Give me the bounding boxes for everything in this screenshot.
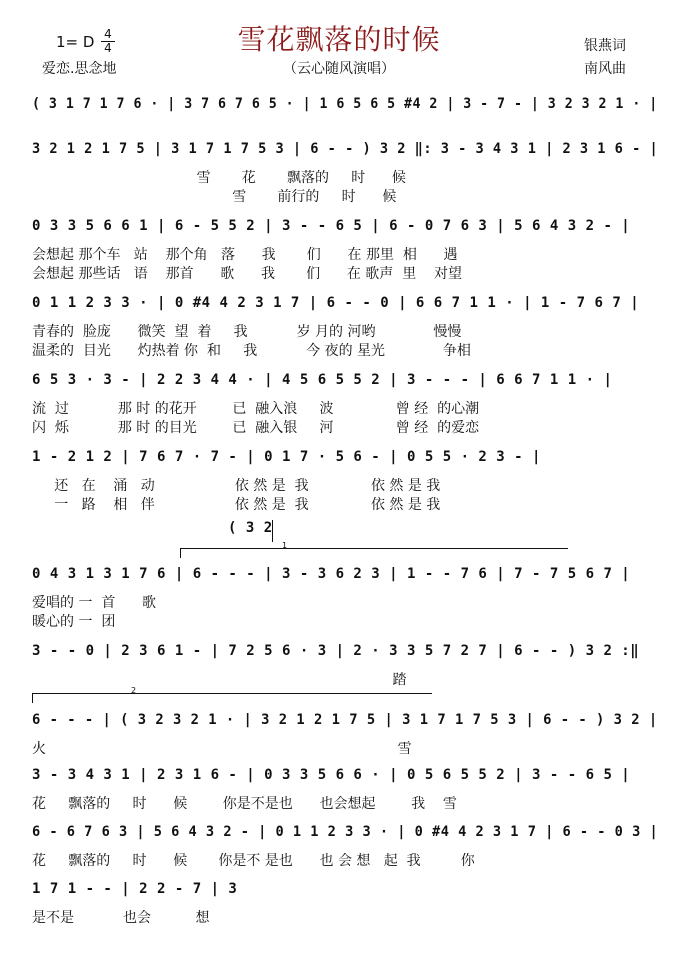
lyrics-line-3-verse-1: 会想起 那个车 站 那个角 落 我 们 在 那里 相 遇 [32, 247, 458, 263]
volta-1-bracket [180, 548, 568, 549]
lyrics-line-8-verse-1: 踏 [32, 672, 407, 688]
key-signature: 1= D [56, 33, 95, 51]
time-signature-top: 4 [104, 27, 112, 41]
notation-line-10: 3 - 3 4 3 1 | 2 3 1 6 - | 0 3 3 5 6 6 · | 0 5 6 5 5 2 | 3 - - 6 5 | [32, 767, 631, 783]
volta-1-hook [180, 548, 181, 558]
volta-2-number: 2 [131, 686, 137, 695]
lyrics-line-6-verse-1: 还 在 涌 动 依 然 是 我 依 然 是 我 [32, 478, 441, 494]
volta-1-end-bar [272, 520, 273, 542]
notation-line-1: ( 3 1 7 1 7 6 · | 3 7 6 7 6 5 · | 1 6 5 6 5 #4 2 | 3 - 7 - | 3 2 3 2 1 · | [32, 96, 658, 112]
volta-1-number: 1 [282, 541, 288, 550]
lyrics-line-6-verse-2: 一 路 相 伴 依 然 是 我 依 然 是 我 [32, 497, 441, 513]
lyrics-line-9-verse-1: 火 雪 [32, 741, 412, 757]
volta-2-bracket [32, 693, 432, 694]
lyrics-line-7-verse-1: 爱唱的 一 首 歌 [32, 595, 157, 611]
performer-subtitle: （云心随风演唱） [283, 61, 395, 77]
time-signature-bottom: 4 [104, 41, 112, 55]
notation-line-12: 1 7 1 - - | 2 2 - 7 | 3 [32, 881, 238, 897]
notation-line-11: 6 - 6 7 6 3 | 5 6 4 3 2 - | 0 1 1 2 3 3 · | 0 #4 4 2 3 1 7 | 6 - - 0 3 | [32, 824, 659, 840]
composer-credit: 南风曲 [584, 61, 626, 77]
notation-line-3: 0 3 3 5 6 6 1 | 6 - 5 5 2 | 3 - - 6 5 | 6 - 0 7 6 3 | 5 6 4 3 2 - | [32, 218, 631, 234]
lyrics-line-5-verse-2: 闪 烁 那 时 的目光 已 融入银 河 曾 经 的爱恋 [32, 420, 480, 436]
notation-line-2: 3 2 1 2 1 7 5 | 3 1 7 1 7 5 3 | 6 - - ) 3 2 ‖: 3 - 3 4 3 1 | 2 3 1 6 - | [32, 141, 659, 157]
notation-line-9: 6 - - - | ( 3 2 3 2 1 · | 3 2 1 2 1 7 5 | 3 1 7 1 7 5 3 | 6 - - ) 3 2 | [32, 712, 658, 728]
notation-line-6: 1 - 2 1 2 | 7 6 7 · 7 - | 0 1 7 · 5 6 - | 0 5 5 · 2 3 - | [32, 449, 541, 465]
lyrics-line-4-verse-2: 温柔的 目光 灼热着 你 和 我 今 夜的 星光 争相 [32, 343, 471, 359]
lyrics-line-3-verse-2: 会想起 那些话 语 那首 歌 我 们 在 歌声 里 对望 [32, 266, 463, 282]
lyricist-credit: 银燕词 [584, 38, 626, 54]
lyrics-line-12-verse-1: 是不是 也会 想 [32, 910, 210, 926]
lyrics-line-5-verse-1: 流 过 那 时 的花开 已 融入浪 波 曾 经 的心潮 [32, 401, 480, 417]
volta-1-pickup: ( 3 2 [228, 520, 273, 536]
lyrics-line-7-verse-2: 暖心的 一 团 [32, 614, 116, 630]
notation-line-8: 3 - - 0 | 2 3 6 1 - | 7 2 5 6 · 3 | 2 · 3 3 5 7 2 7 | 6 - - ) 3 2 :‖ [32, 643, 640, 659]
lyrics-line-2-verse-1: 雪 花 飘落的 时 候 [32, 170, 406, 186]
volta-2-hook [32, 693, 33, 703]
lyrics-line-2-verse-2: 雪 前行的 时 候 [32, 189, 397, 205]
notation-line-4: 0 1 1 2 3 3 · | 0 #4 4 2 3 1 7 | 6 - - 0 | 6 6 7 1 1 · | 1 - 7 6 7 | [32, 295, 640, 311]
notation-line-5: 6 5 3 · 3 - | 2 2 3 4 4 · | 4 5 6 5 5 2 | 3 - - - | 6 6 7 1 1 · | [32, 372, 613, 388]
notation-line-7: 0 4 3 1 3 1 7 6 | 6 - - - | 3 - 3 6 2 3 | 1 - - 7 6 | 7 - 7 5 6 7 | [32, 566, 631, 582]
lyrics-line-10-verse-1: 花 飘落的 时 候 你是不是也 也会想起 我 雪 [32, 796, 457, 812]
lyrics-line-11-verse-1: 花 飘落的 时 候 你是不 是也 也 会 想 起 我 你 [32, 853, 475, 869]
song-title: 雪花飘落的时候 [237, 23, 441, 56]
lyrics-line-4-verse-1: 青春的 脸庞 微笑 望 着 我 岁 月的 河哟 慢慢 [32, 324, 462, 340]
expression-mark: 爱恋.思念地 [42, 61, 117, 77]
